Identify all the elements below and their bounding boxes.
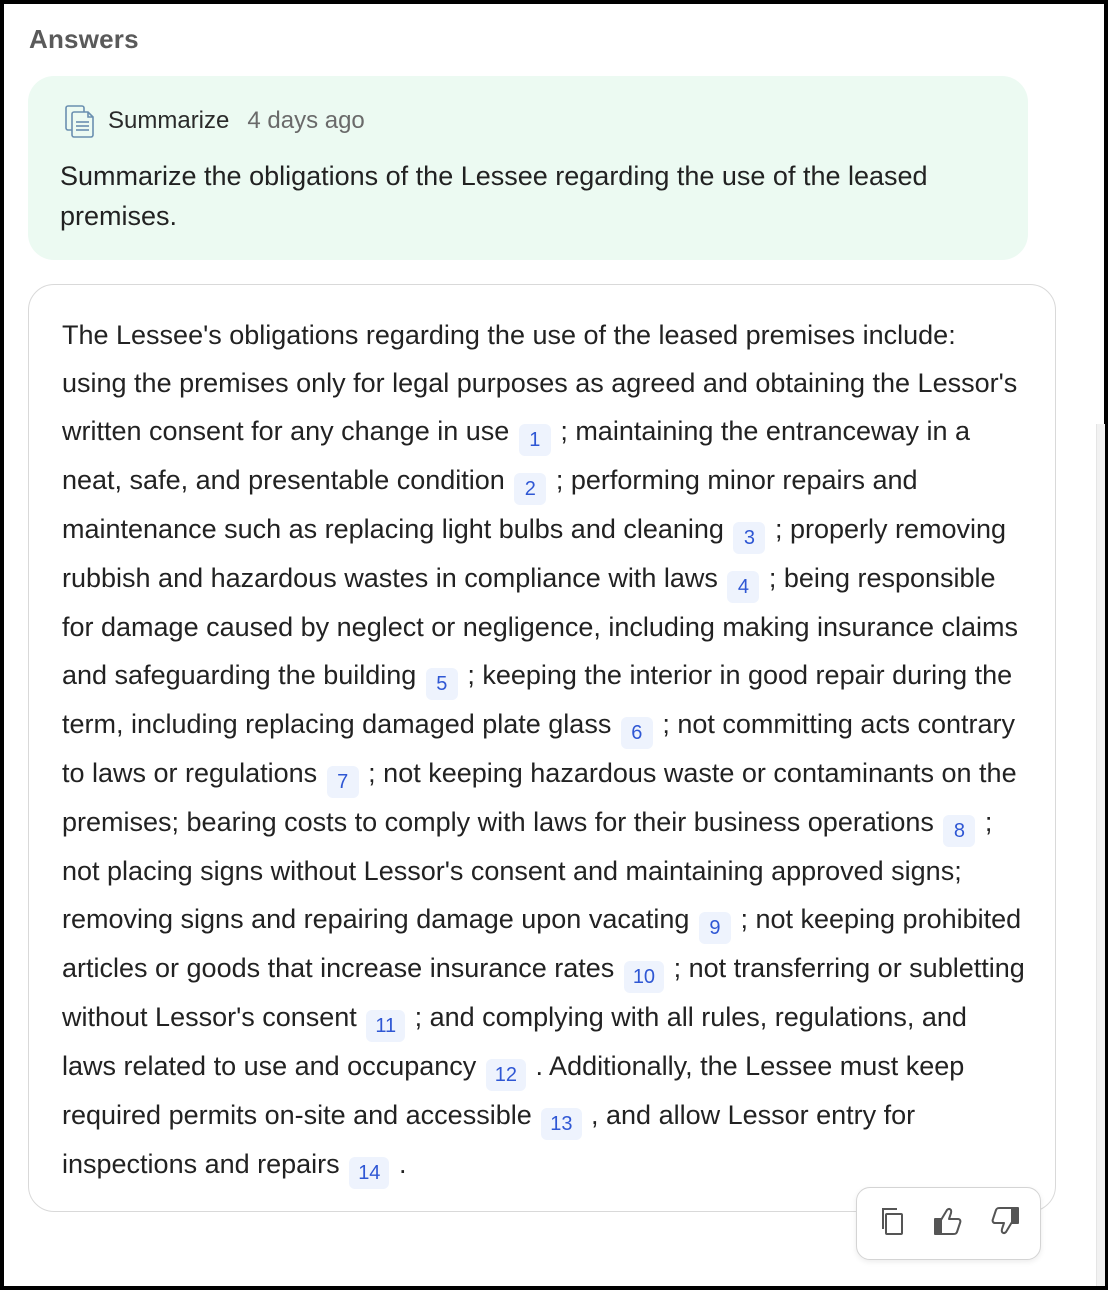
question-timestamp: 4 days ago xyxy=(247,107,365,134)
answer-actions xyxy=(856,1187,1041,1260)
copy-button[interactable] xyxy=(873,1204,913,1244)
question-card xyxy=(28,76,1028,260)
citation-1[interactable]: 1 xyxy=(519,424,551,456)
scrollbar[interactable] xyxy=(1096,424,1105,1286)
answer-segment: . Additionally, the Lessee must keep required permits on-site and accessible xyxy=(62,1051,965,1130)
citation-10[interactable]: 10 xyxy=(624,961,664,993)
answer-segment: ; not keeping hazardous waste or contaminants on the premises; bearing costs to comply with laws for their business operations xyxy=(62,758,1017,837)
answer-segment: ; maintaining the entranceway in a neat, safe, and presentable condition xyxy=(62,416,971,495)
answer-card xyxy=(28,284,1056,1212)
citation-13[interactable]: 13 xyxy=(541,1108,581,1140)
thumbs-down-icon xyxy=(987,1204,1021,1243)
citation-4[interactable]: 4 xyxy=(727,571,759,603)
citation-12[interactable]: 12 xyxy=(486,1059,526,1091)
citation-8[interactable]: 8 xyxy=(943,815,975,847)
section-title: Answers xyxy=(29,24,139,54)
citation-9[interactable]: 9 xyxy=(699,912,731,944)
answer-segment: ; keeping the interior in good repair during the term, including replacing damaged plate glass xyxy=(62,660,1013,739)
dislike-button[interactable] xyxy=(984,1204,1024,1244)
answer-segment: ; not transferring or subletting without Lessor's consent xyxy=(62,953,1025,1032)
answer-segment: ; not committing acts contrary to laws or regulations xyxy=(62,709,1015,788)
citation-3[interactable]: 3 xyxy=(733,522,765,554)
answer-segment: ; performing minor repairs and maintenance such as replacing light bulbs and cleaning xyxy=(62,465,918,544)
citation-14[interactable]: 14 xyxy=(349,1157,389,1189)
citation-5[interactable]: 5 xyxy=(426,668,458,700)
like-button[interactable] xyxy=(929,1204,969,1244)
answer-segment: ; not placing signs without Lessor's consent and maintaining approved signs; removing signs and repairing damage upon vacating xyxy=(62,807,993,934)
citation-11[interactable]: 11 xyxy=(366,1010,405,1042)
answer-segment: ; not keeping prohibited articles or goods that increase insurance rates xyxy=(62,904,1022,983)
answer-segment: , and allow Lessor entry for inspections and repairs xyxy=(62,1100,916,1179)
answer-segment: ; and complying with all rules, regulations, and laws related to use and occupancy xyxy=(62,1002,967,1081)
question-type: Summarize xyxy=(108,107,230,134)
answer-segment: The Lessee's obligations regarding the use of the leased premises include: using the premises only for legal purposes as agreed and obtaining the Lessor's written consent for any change in use xyxy=(62,320,1018,446)
answer-text xyxy=(62,311,1027,1189)
citation-7[interactable]: 7 xyxy=(327,766,359,798)
question-header xyxy=(64,104,365,138)
thumbs-up-icon xyxy=(932,1204,966,1243)
answer-segment: ; being responsible for damage caused by neglect or negligence, including making insurance claims and safeguarding the building xyxy=(62,563,1019,690)
answer-segment: . xyxy=(398,1149,407,1179)
citation-6[interactable]: 6 xyxy=(621,717,653,749)
question-text: Summarize the obligations of the Lessee regarding the use of the leased premises. xyxy=(60,161,928,231)
document-icon xyxy=(64,104,96,138)
citation-2[interactable]: 2 xyxy=(514,473,546,505)
answer-segment: ; properly removing rubbish and hazardous wastes in compliance with laws xyxy=(62,514,1007,593)
copy-icon xyxy=(876,1204,910,1243)
